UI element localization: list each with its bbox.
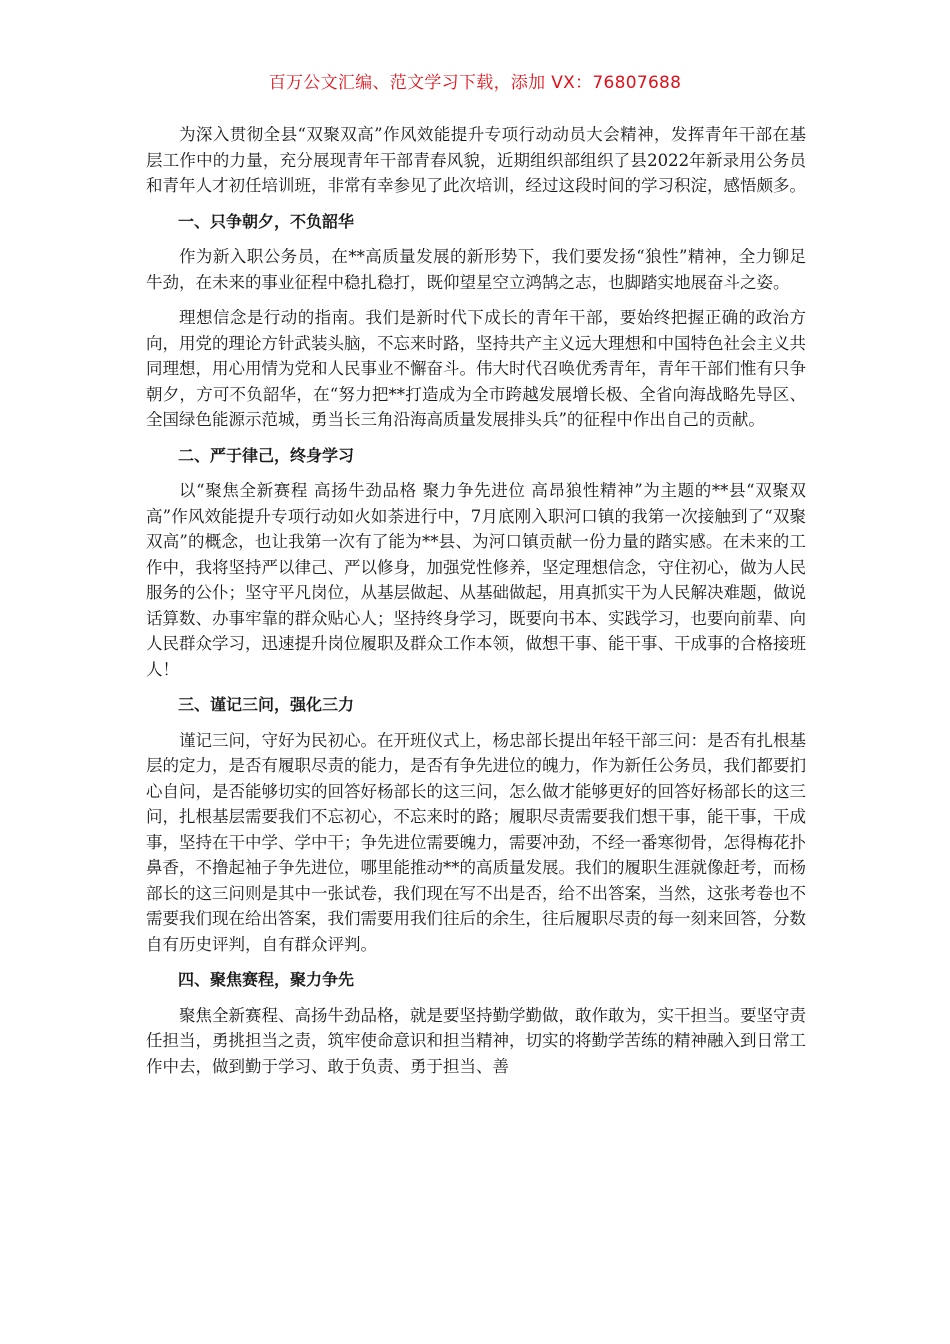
- section-heading-3: 三、谨记三问，强化三力: [178, 695, 355, 714]
- section-1-paragraph-1: 作为新入职公务员，在**高质量发展的新形势下，我们要发扬“狼性”精神，全力铆足牛劲，在未来的事业征程中稳扎稳打，既仰望星空立鸿鹄之志，也脚踏实地展奋斗之姿。: [146, 247, 806, 292]
- section-4-paragraph-1: 聚焦全新赛程、高扬牛劲品格，就是要坚持勤学勤做，敢作敢为，实干担当。要坚守责任担当，勇挑担当之责，筑牢使命意识和担当精神，切实的将勤学苦练的精神融入到日常工作中去，做到勤于学习、敢于负责、勇于担当、善: [146, 1005, 806, 1076]
- section-heading-2: 二、严于律己，终身学习: [178, 445, 355, 465]
- section-heading-1: 一、只争朝夕，不负韶华: [178, 211, 355, 231]
- section-heading-4: 四、聚焦赛程，聚力争先: [178, 970, 355, 989]
- section-1-paragraph-2: 理想信念是行动的指南。我们是新时代下成长的青年干部，要始终把握正确的政治方向，用党的理论方针武装头脑，不忘来时路，坚持共产主义远大理想和中国特色社会主义共同理想，用心用情为党和人民事业不懈奋斗。伟大时代召唤优秀青年，青年干部们惟有只争朝夕，方可不负韶华，在“努力把**打造成为全市跨越发展增长极、全省向海战略先导区、全国绿色能源示范城，勇当长三角沿海高质量发展排头兵”的征程中作出自己的贡献。: [146, 308, 806, 429]
- section-2-paragraph-1: 以“聚焦全新赛程 高扬牛劲品格 聚力争先进位 高昂狼性精神”为主题的**县“双聚双高”作风效能提升专项行动如火如荼进行中，7月底刚入职河口镇的我第一次接触到了“双聚双高”的概念，也让我第一次有了能为**县、为河口镇贡献一份力量的踏实感。在未来的工作中，我将坚持严以律己、严以修身，加强党性修养，坚定理想信念，守住初心，做为人民服务的公仆；坚守平凡岗位，从基层做起、从基础做起，用真抓实干为人民解决难题，做说话算数、办事牢靠的群众贴心人；坚持终身学习，既要向书本、实践学习，也要向前辈、向人民群众学习，迅速提升岗位履职及群众工作本领，做想干事、能干事、干成事的合格接班人！: [146, 481, 806, 679]
- section-3-paragraph-1: 谨记三问，守好为民初心。在开班仪式上，杨忠部长提出年轻干部三问：是否有扎根基层的定力，是否有履职尽责的能力，是否有争先进位的魄力，作为新任公务员，我们都要扪心自问，是否能够切实的回答好杨部长的这三问，怎么做才能够更好的回答好杨部长的这三问，扎根基层需要我们不忘初心，不忘来时的路；履职尽责需要我们想干事，能干事，干成事，坚持在干中学、学中干；争先进位需要魄力，需要冲劲，不经一番寒彻骨，怎得梅花扑鼻香，不撸起袖子争先进位，哪里能推动**的高质量发展。我们的履职生涯就像赶考，而杨部长的这三问则是其中一张试卷，我们现在写不出是否，给不出答案，当然，这张考卷也不需要我们现在给出答案，我们需要用我们往后的余生，往后履职尽责的每一刻来回答，分数自有历史评判，自有群众评判。: [146, 730, 806, 954]
- header-banner: 百万公文汇编、范文学习下载，添加 VX：76807688: [268, 73, 682, 93]
- document-body: [146, 122, 806, 1089]
- intro-paragraph: 为深入贯彻全县“双聚双高”作风效能提升专项行动动员大会精神，发挥青年干部在基层工作中的力量，充分展现青年干部青春风貌，近期组织部组织了县2022年新录用公务员和青年人才初任培训班，非常有幸参见了此次培训，经过这段时间的学习积淀，感悟颇多。: [146, 125, 806, 195]
